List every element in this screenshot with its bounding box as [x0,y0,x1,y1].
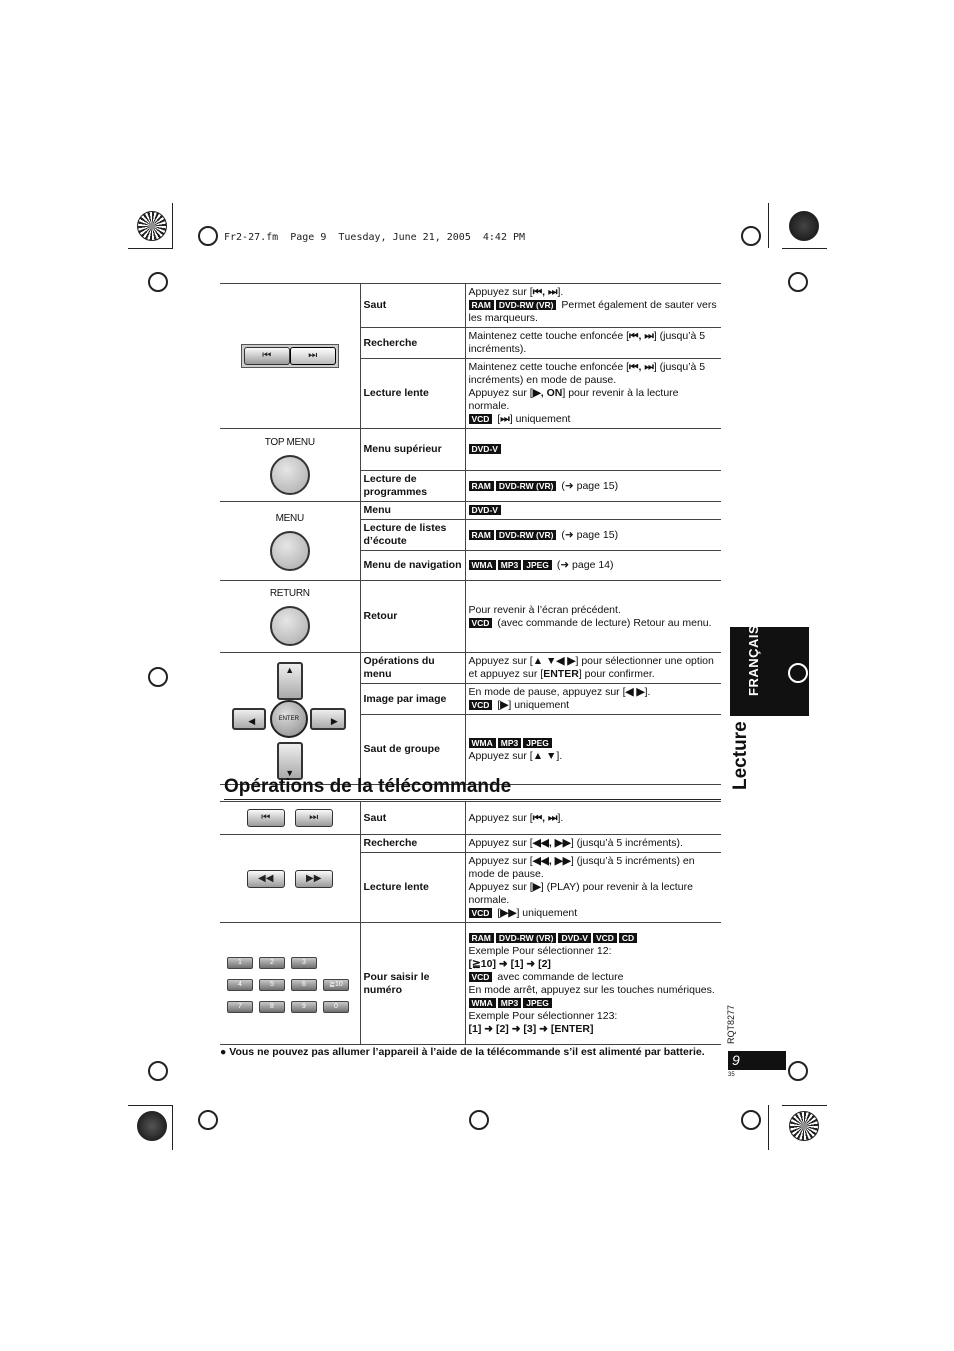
function-label: Saut [360,802,465,835]
function-desc: En mode de pause, appuyez sur [◀ ▶]. VCD [▶] uniquement [465,684,721,715]
numeric-keypad-illustration [220,923,360,1045]
enter-button-icon: ENTER [270,700,308,738]
function-desc: Appuyez sur [⏮, ⏭]. [465,802,721,835]
top-menu-label: TOP MENU [264,436,315,448]
file-header: Fr2-27.fm Page 9 Tuesday, June 21, 2005 4:42 PM [224,232,526,243]
menu-button-illustration [220,502,360,581]
registration-mark-icon [469,1110,489,1130]
function-desc: WMA MP3 JPEG (➜ page 14) [465,551,721,581]
language-tab [730,624,809,716]
cursor-pad-illustration [220,653,360,785]
function-label: Menu [360,502,465,520]
function-label: Lecture de listes d’écoute [360,520,465,551]
function-label: Lecture lente [360,853,465,923]
right-arrow-icon: ▶ [310,708,346,730]
function-label: Pour saisir le numéro [360,923,465,1045]
key-9-icon: 9 [291,1001,317,1013]
color-wheel-icon [789,1111,819,1141]
fast-forward-icon: ▶▶ [295,870,333,888]
registration-mark-icon [198,1110,218,1130]
function-label: Opérations du menu [360,653,465,684]
registration-mark-icon [788,1061,808,1081]
function-label: Saut de groupe [360,715,465,785]
function-desc: Appuyez sur [◀◀, ▶▶] (jusqu’à 5 incréments) en mode de pause. Appuyez sur [▶] (PLAY) pour revenir à la lecture normale. VCD [▶▶] uniquement [465,853,721,923]
registration-mark-icon [148,272,168,292]
function-desc: Maintenez cette touche enfoncée [⏮, ⏭] (jusqu’à 5 incréments). [465,328,721,359]
skip-forward-icon: ⏭ [290,347,336,365]
registration-mark-icon [148,667,168,687]
function-desc: RAM DVD-RW (VR) DVD-V VCD CD Exemple Pour sélectionner 12: [≧10] ➜ [1] ➜ [2] VCD avec commande de lecture En mode arrêt, appuyez sur les touches numériques. WMA MP3 JPEG Exemple Pour sélectionner 123: [1] ➜ [2] ➜ [3] ➜ [ENTER] [465,923,721,1045]
function-desc: RAM DVD-RW (VR) (➜ page 15) [465,520,721,551]
function-label: Lecture de programmes [360,471,465,502]
language-label: FRANÇAIS [746,624,761,696]
key-3-icon: 3 [291,957,317,969]
down-arrow-icon: ▼ [277,742,303,780]
function-desc: DVD-V [465,429,721,471]
up-arrow-icon: ▲ [277,662,303,700]
key-6-icon: 6 [291,979,317,991]
key-8-icon: 8 [259,1001,285,1013]
return-button-icon [270,606,310,646]
function-label: Recherche [360,835,465,853]
small-page-ref: 35 [728,1072,735,1078]
function-desc: DVD-V [465,502,721,520]
top-menu-button-illustration [220,429,360,502]
function-label: Lecture lente [360,359,465,429]
remote-buttons-table [220,801,721,1045]
function-desc: Appuyez sur [▲ ▼◀ ▶] pour sélectionner une option et appuyez sur [ENTER] pour confirmer. [465,653,721,684]
color-wheel-icon [789,211,819,241]
top-menu-button-icon [270,455,310,495]
function-desc: Appuyez sur [⏮, ⏭]. RAM DVD-RW (VR) Permet également de sauter vers les marqueurs. [465,284,721,328]
function-label: Menu de navigation [360,551,465,581]
skip-back-icon: ⏮ [247,809,285,827]
function-label: Retour [360,581,465,653]
function-desc: Pour revenir à l’écran précédent. VCD (avec commande de lecture) Retour au menu. [465,581,721,653]
function-label: Menu supérieur [360,429,465,471]
registration-mark-icon [788,272,808,292]
remote-search-illustration [220,835,360,923]
footnote: ● Vous ne pouvez pas allumer l’appareil à l’aide de la télécommande s’il est alimenté par batterie. [220,1046,705,1058]
registration-mark-icon [788,663,808,683]
skip-buttons-illustration [220,284,360,429]
key-10plus-icon: ≧10 [323,979,349,991]
function-label: Recherche [360,328,465,359]
section-title: Opérations de la télécommande [224,776,721,800]
skip-forward-icon: ⏭ [295,809,333,827]
key-0-icon: 0 [323,1001,349,1013]
function-desc: RAM DVD-RW (VR) (➜ page 15) [465,471,721,502]
function-desc: Maintenez cette touche enfoncée [⏮, ⏭] (jusqu’à 5 incréments) en mode de pause. Appuyez sur [▶, ON] pour revenir à la lecture normale. VCD [⏭] uniquement [465,359,721,429]
document-code: RQT8277 [726,1004,736,1044]
key-1-icon: 1 [227,957,253,969]
function-desc: Appuyez sur [◀◀, ▶▶] (jusqu’à 5 incréments). [465,835,721,853]
return-label: RETURN [269,588,310,599]
menu-button-icon [270,531,310,571]
left-arrow-icon: ◀ [232,708,266,730]
key-4-icon: 4 [227,979,253,991]
page-number: 9 [728,1051,786,1070]
function-label: Image par image [360,684,465,715]
section-tab-label: Lecture [730,721,751,790]
key-7-icon: 7 [227,1001,253,1013]
return-button-illustration [220,581,360,653]
key-2-icon: 2 [259,957,285,969]
color-wheel-icon [137,1111,167,1141]
skip-back-icon: ⏮ [244,347,290,365]
color-wheel-icon [137,211,167,241]
remote-skip-illustration [220,802,360,835]
unit-buttons-table [220,283,721,785]
menu-label: MENU [275,512,304,524]
registration-mark-icon [148,1061,168,1081]
registration-mark-icon [741,1110,761,1130]
registration-mark-icon [741,226,761,246]
registration-mark-icon [198,226,218,246]
function-desc: WMA MP3 JPEG Appuyez sur [▲ ▼]. [465,715,721,785]
function-label: Saut [360,284,465,328]
key-5-icon: 5 [259,979,285,991]
rewind-icon: ◀◀ [247,870,285,888]
